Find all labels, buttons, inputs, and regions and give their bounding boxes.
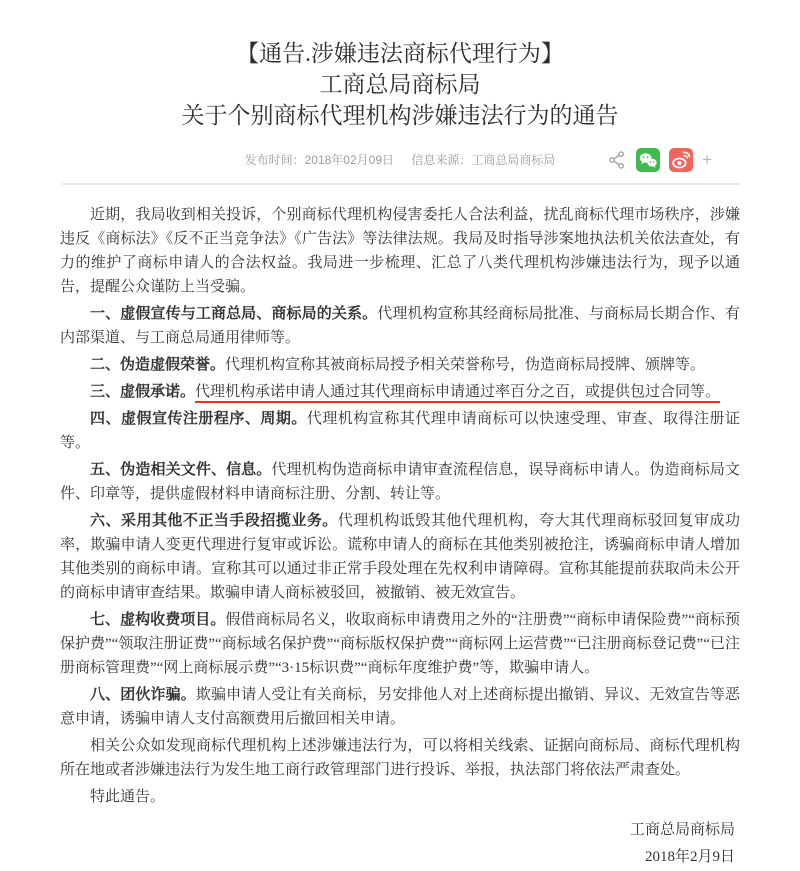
paragraph-lead: 三、虚假承诺。: [90, 384, 196, 400]
plus-icon[interactable]: +: [702, 150, 712, 169]
article-paragraph: [60, 380, 740, 404]
article-paragraph: [60, 734, 740, 782]
article-paragraph: [60, 458, 740, 506]
info-source: 信息来源：工商总局商标局: [411, 153, 556, 167]
title-line-3: 关于个别商标代理机构涉嫌违法行为的通告: [181, 103, 619, 128]
paragraph-text: 代理机构宣称其代理申请商标可以快速受理、审查、取得注册证等。: [60, 411, 740, 451]
article-body: [60, 203, 740, 809]
paragraph-lead: 八、团伙诈骗。: [90, 687, 196, 703]
paragraph-lead: 四、虚假宣传注册程序、周期。: [90, 411, 307, 427]
paragraph-text: 相关公众如发现商标代理机构上述涉嫌违法行为，可以将相关线索、证据向商标局、商标代理机构所在地或者涉嫌违法行为发生地工商行政管理部门进行投诉、举报，执法部门将依法严肃查处。: [60, 738, 740, 778]
article-paragraph: [60, 353, 740, 377]
article-paragraph: [60, 302, 740, 350]
signature-org: 工商总局商标局: [629, 822, 735, 838]
article-paragraph: [60, 683, 740, 731]
publish-date: 发布时间：2018年02月09日: [244, 153, 395, 167]
paragraph-lead: 二、伪造虚假荣誉。: [90, 357, 226, 373]
paragraph-text: 代理机构宣称其被商标局授予相关荣誉称号，伪造商标局授牌、颁牌等。: [225, 357, 706, 373]
signature-block: [0, 817, 735, 871]
article-paragraph: [60, 785, 740, 809]
paragraph-text: 代理机构伪造商标申请审查流程信息，误导商标申请人。伪造商标局文件、印章等，提供虚假材料申请商标注册、分割、转让等。: [60, 462, 740, 502]
paragraph-text: 代理机构宣称其经商标局批准、与商标局长期合作、有内部渠道、与工商总局通用律师等。: [60, 306, 740, 346]
paragraph-lead: 五、伪造相关文件、信息。: [90, 462, 272, 478]
page-title: [0, 38, 800, 131]
article-paragraph: [60, 509, 740, 605]
signature-date: 2018年2月9日: [644, 849, 735, 865]
title-line-2: 工商总局商标局: [319, 72, 481, 97]
title-line-1: 【通告.涉嫌违法商标代理行为】: [236, 41, 564, 66]
paragraph-text: 代理机构诋毁其他代理机构，夸大其代理商标驳回复审成功率，欺骗申请人变更代理进行复审或诉讼。谎称申请人的商标在其他类别被抢注，诱骗商标申请人增加其他类别的商标申请。宣称其可以通过非正常手段处理在先权利申请障碍。宣称其能提前获取尚未公开的商标申请审查结果。欺骗申请人商标被驳回，被撤销、被无效宣告。: [60, 513, 740, 601]
weibo-icon[interactable]: [669, 148, 693, 172]
paragraph-text: 代理机构承诺申请人通过其代理商标申请通过率百分之百，或提供包过合同等。: [195, 384, 720, 403]
article-paragraph: [60, 203, 740, 299]
paragraph-text: 欺骗申请人受让有关商标，另安排他人对上述商标提出撤销、异议、无效宣告等恶意申请，诱骗申请人支付高额费用后撤回相关申请。: [60, 687, 740, 727]
article-paragraph: [60, 608, 740, 680]
paragraph-lead: 七、虚构收费项目。: [90, 612, 226, 628]
paragraph-text: 近期，我局收到相关投诉，个别商标代理机构侵害委托人合法利益，扰乱商标代理市场秩序，涉嫌违反《商标法》《反不正当竞争法》《广告法》等法律法规。我局及时指导涉案地执法机关依法查处，有力的维护了商标申请人的合法权益。我局进一步梳理、汇总了八类代理机构涉嫌违法行为，现予以通告，提醒公众谨防上当受骗。: [60, 207, 740, 295]
paragraph-lead: 一、虚假宣传与工商总局、商标局的关系。: [90, 306, 378, 322]
wechat-icon[interactable]: [636, 148, 660, 172]
divider: [62, 183, 740, 185]
share-toolbar: [607, 148, 712, 172]
paragraph-text: 假借商标局名义，收取商标申请费用之外的“注册费”“商标申请保险费”“商标预保护费”“领取注册证费”“商标域名保护费”“商标版权保护费”“商标网上运营费”“已注册商标登记费”“已注册商标管理费”“网上商标展示费”“3·15标识费”“商标年度维护费”等，欺骗申请人。: [60, 612, 740, 676]
paragraph-text: 特此通告。: [90, 789, 166, 805]
article-paragraph: [60, 407, 740, 455]
share-icon[interactable]: [607, 150, 627, 170]
paragraph-lead: 六、采用其他不正当手段招揽业务。: [90, 513, 338, 529]
meta-row: [0, 145, 800, 175]
